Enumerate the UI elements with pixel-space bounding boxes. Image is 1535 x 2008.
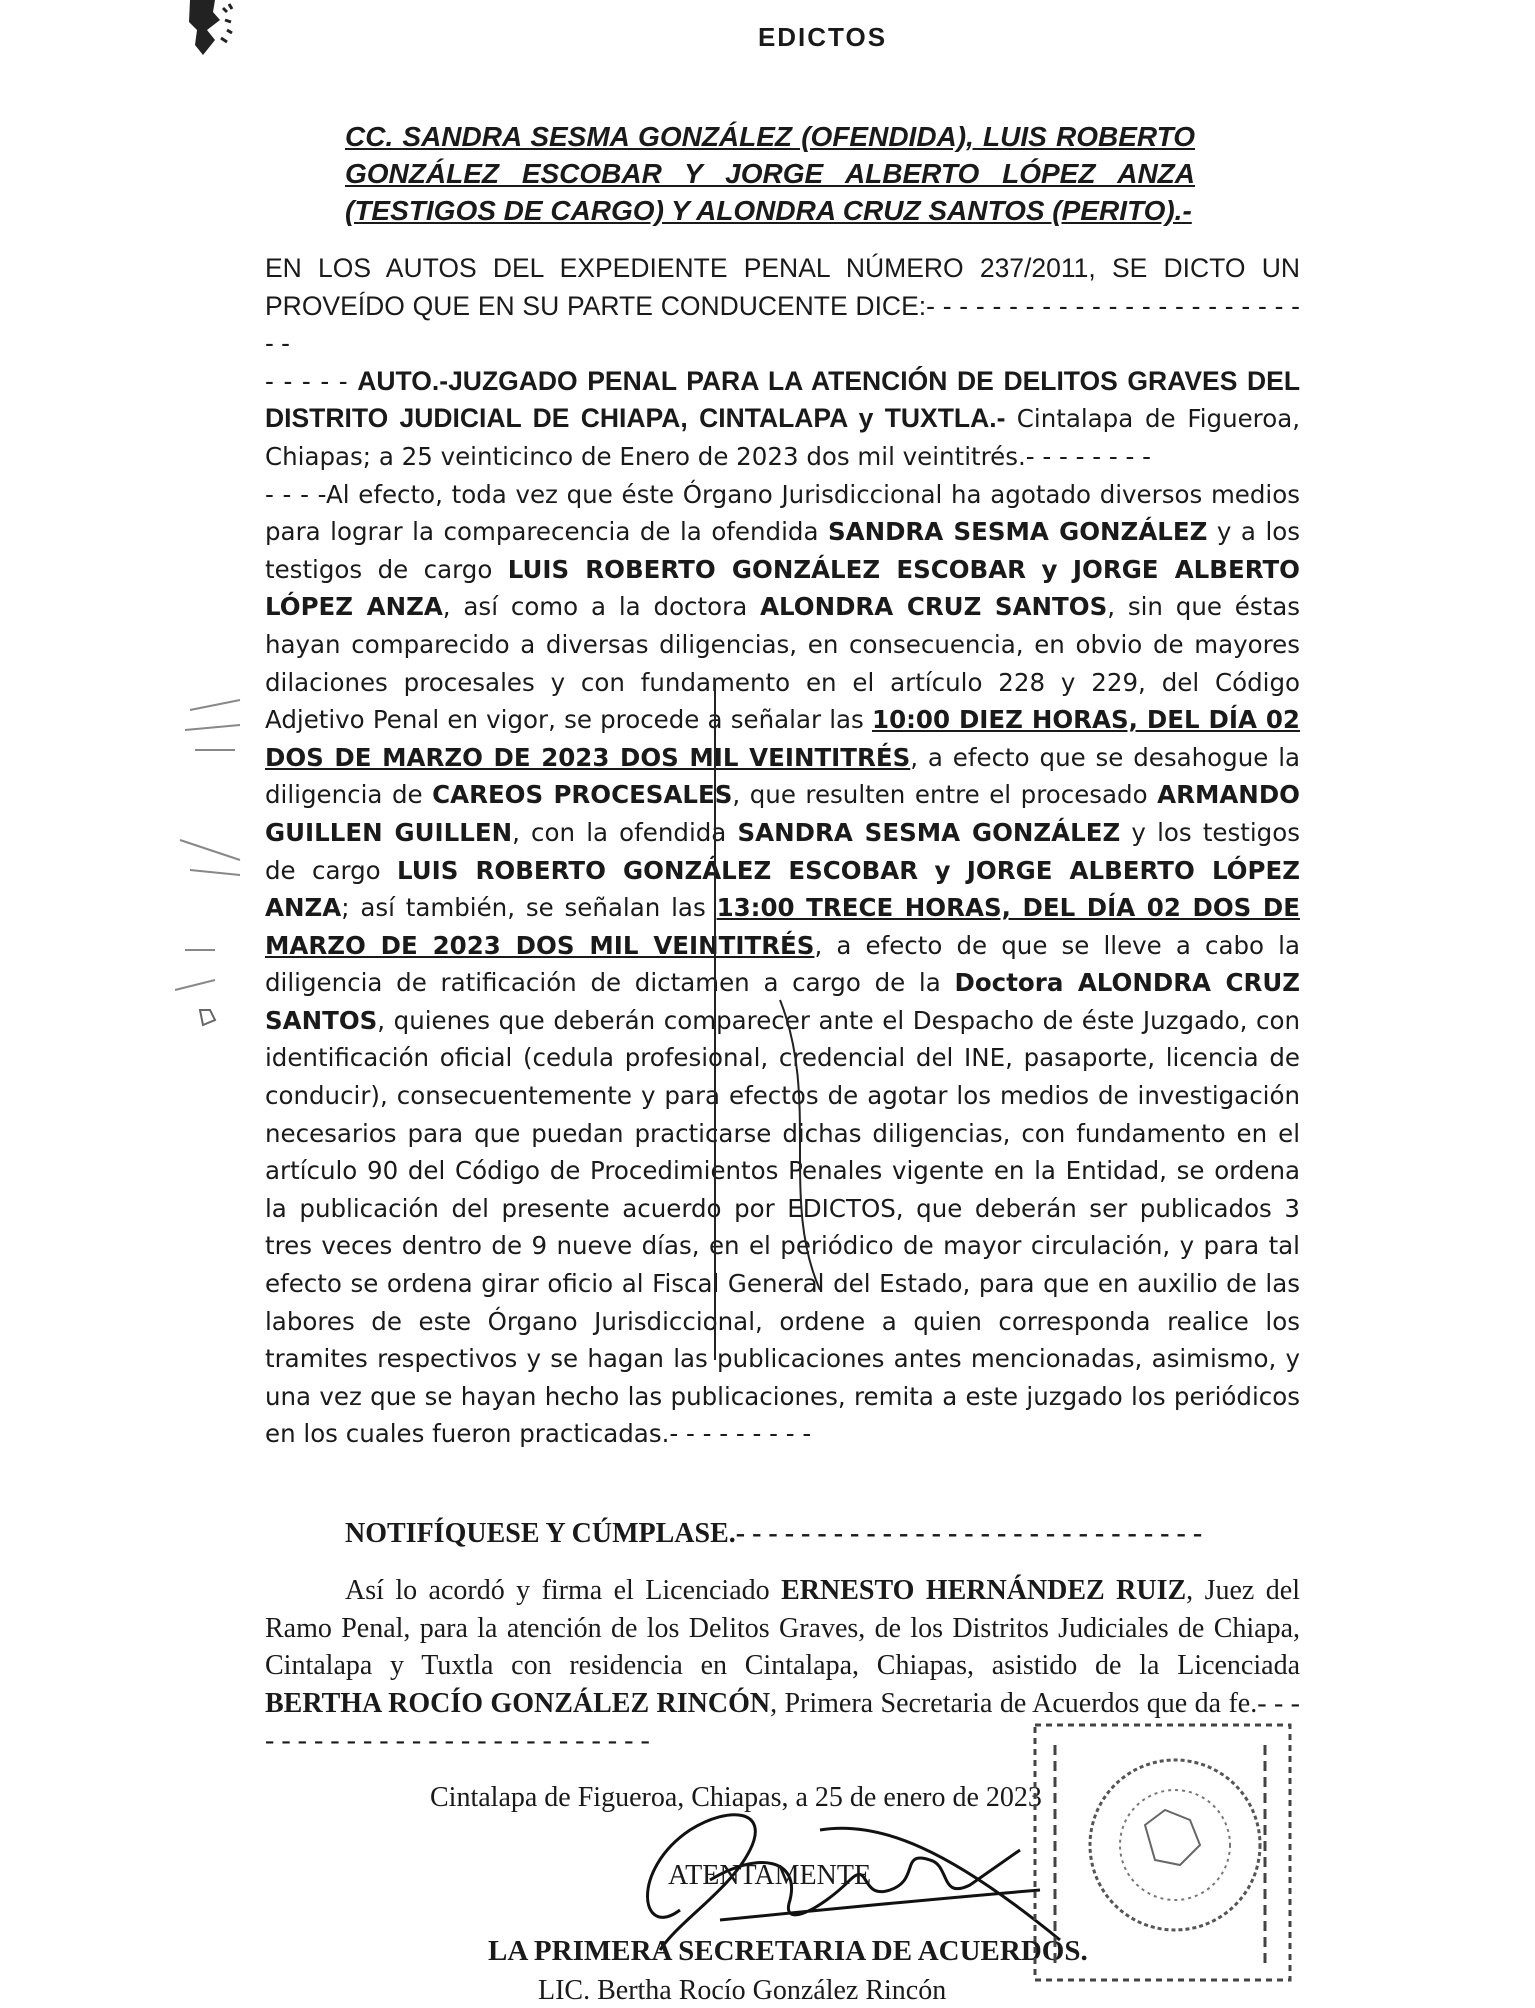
careos-procesales: CAREOS PROCESALES: [432, 780, 733, 810]
official-stamp-icon: [1025, 1715, 1300, 1990]
auto-heading: AUTO.-JUZGADO PENAL PARA LA ATENCIÓN DE DELITOS GRAVES DEL DISTRITO JUDICIAL DE CHIAPA, CINTALAPA y TUXTLA.-: [265, 365, 1301, 434]
hearing-date-2: 13:00 TRECE HORAS, DEL DÍA 02 DOS DE MARZO DE 2023 DOS MIL VEINTITRÉS: [265, 893, 1300, 960]
notify-line: NOTIFÍQUESE Y CÚMPLASE.- - - - - - - - - - - - - - - - - - - - - - - - - - - - -: [345, 1518, 1203, 1549]
text-segment: Así lo acordó y firma el Licenciado: [345, 1575, 770, 1606]
auto-date: Cintalapa de Figueroa, Chiapas; a 25 veinticinco de Enero de 2023 dos mil veintitrés.- - - - - - - -: [265, 404, 1300, 471]
name-alondra: ALONDRA CRUZ SANTOS: [760, 592, 1108, 622]
signatory-name: LIC. Bertha Rocío González Rincón: [538, 1975, 947, 2006]
edict-body: [265, 250, 1300, 1453]
judge-name: ERNESTO HERNÁNDEZ RUIZ: [781, 1575, 1187, 1606]
intro-text: EN LOS AUTOS DEL EXPEDIENTE PENAL NÚMERO 237/2011, SE DICTO UN PROVEÍDO QUE EN SU PARTE CONDUCENTE DICE:- - - - - - - - - - - - - - - - - - - - - - - - -: [265, 253, 1300, 359]
text-segment: ; así también, se señalan las: [341, 893, 706, 923]
text-segment: , a efecto que se desahogue la diligencia de: [265, 742, 1301, 810]
text-segment: , Primera Secretaria de Acuerdos que da fe.- - - - - - - - - - - - - - - - - - - - - - - - - - -: [265, 1687, 1300, 1757]
margin-marks-icon: [170, 690, 270, 1050]
name-doctora: Doctora ALONDRA CRUZ SANTOS: [265, 968, 1300, 1035]
text-segment: , Juez del Ramo Penal, para la atención de los Delitos Graves, de los Distritos Judiciales de Chiapa, Cintalapa y Tuxtla con residencia en Cintalapa, Chiapas, asistido de la Licenciada: [265, 1575, 1300, 1682]
signatory-title: LA PRIMERA SECRETARIA DE ACUERDOS.: [488, 1935, 1088, 1967]
text-segment: , a efecto de que se lleve a cabo la diligencia de ratificación de dictamen a cargo de la: [265, 930, 1300, 998]
name-luis-2: LUIS ROBERTO GONZÁLEZ ESCOBAR: [397, 855, 919, 885]
place-date: Cintalapa de Figueroa, Chiapas, a 25 de enero de 2023: [430, 1782, 1042, 1813]
atentamente: ATENTAMENTE: [668, 1860, 872, 1891]
hearing-date-1: 10:00 DIEZ HORAS, DEL DÍA 02 DOS DE MARZO DE 2023 DOS MIL VEINTITRÉS: [265, 705, 1300, 772]
intro-paragraph: [265, 250, 1300, 363]
auto-paragraph: [265, 363, 1300, 476]
text-segment: , que resulten entre el procesado: [732, 780, 1148, 810]
main-paragraph: [265, 476, 1300, 1453]
text-segment: - - - -Al efecto, toda vez que éste Órgano Jurisdiccional ha agotado diversos medios para lograr la comparecencia de la ofendida: [265, 479, 1300, 547]
text-segment: y a los testigos de cargo: [265, 517, 1301, 584]
name-luis: LUIS ROBERTO GONZÁLEZ ESCOBAR: [507, 554, 1027, 584]
name-jorge: JORGE ALBERTO LÓPEZ ANZA: [265, 554, 1301, 622]
name-jorge-2: JORGE ALBERTO LÓPEZ ANZA: [265, 855, 1300, 923]
document-title: EDICTOS: [757, 22, 888, 52]
name-armando: ARMANDO GUILLEN GUILLEN: [265, 780, 1300, 847]
text-segment: , así como a la doctora: [442, 592, 748, 622]
name-sandra: SANDRA SESMA GONZÁLEZ: [827, 517, 1208, 547]
name-sandra-2: SANDRA SESMA GONZÁLEZ: [737, 817, 1121, 847]
addressee: CC. SANDRA SESMA GONZÁLEZ (OFENDIDA), LUIS ROBERTO GONZÁLEZ ESCOBAR Y JORGE ALBERTO LÓPEZ ANZA (TESTIGOS DE CARGO) Y ALONDRA CRUZ SANTOS (PERITO).-: [345, 121, 1195, 226]
text-segment: , quienes que deberán comparecer ante el Despacho de éste Juzgado, con identificación oficial (cedula profesional, credencial del INE, pasaporte, licencia de conducir), consecuentemente y para efectos de agotar los medios de investigación necesarios para que puedan practicarse dichas diligencias, con fundamento en el artículo 90 del Código de Procedimientos Penales vigente en la Entidad, se ordena la publicación del presente acuerdo por EDICTOS, que deberán ser publicados 3 tres veces dentro de 9 nueve días, en el periódico de mayor circulación, y para tal efecto se ordena girar oficio al Fiscal General del Estado, para que en auxilio de las labores de este Órgano Jurisdiccional, ordene a quien corresponda realice los tramites respectivos y se hagan las publicaciones antes mencionadas, asimismo, y una vez que se hayan hecho las publicaciones, remita a este juzgado los periódicos en los cuales fueron practicadas.- - - - - - - - -: [265, 1005, 1300, 1449]
text-segment: , sin que éstas hayan comparecido a diversas diligencias, en consecuencia, en obvio de mayores dilaciones procesales y con fundamento en el artículo 228 y 229, del Código Adjetivo Penal en vigor, se procede a señalar las: [265, 592, 1300, 735]
text-segment: y los testigos de cargo: [265, 817, 1300, 885]
conjunction-2: y: [934, 855, 951, 885]
secretary-name: BERTHA ROCÍO GONZÁLEZ RINCÓN: [265, 1687, 771, 1719]
text-segment: , con la ofendida: [512, 817, 727, 847]
auto-lead: - - - - -: [265, 365, 348, 396]
conjunction: y: [1041, 554, 1058, 584]
